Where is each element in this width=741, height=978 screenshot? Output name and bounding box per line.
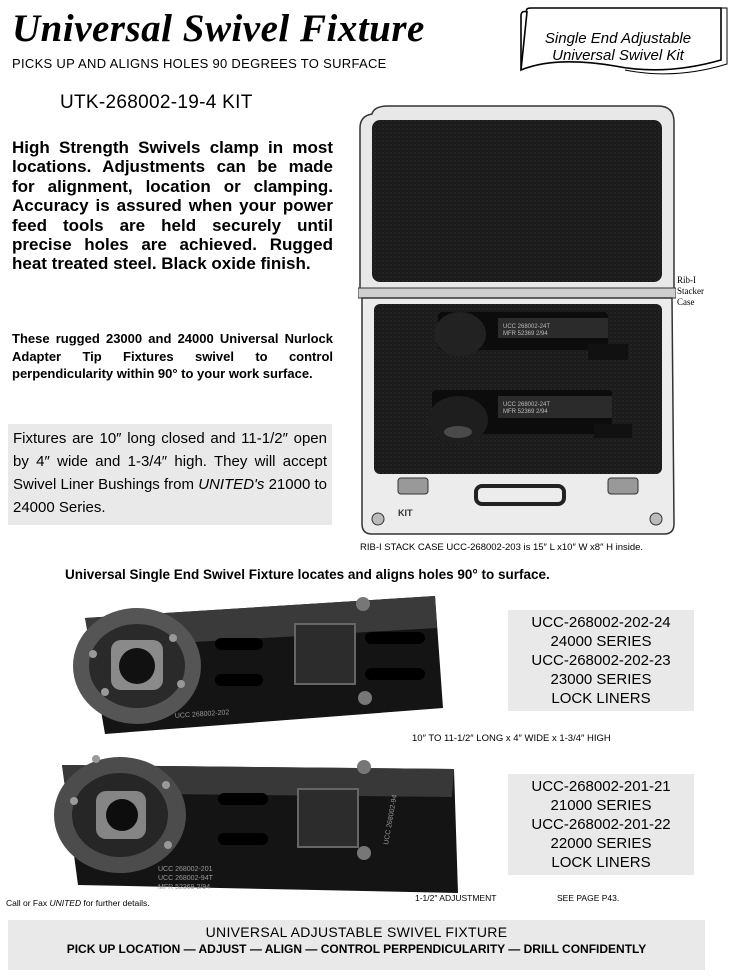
spec-box-21000 bbox=[508, 774, 694, 875]
spec-box-24000 bbox=[508, 610, 694, 711]
svg-text:MFR 52369 2/94: MFR 52369 2/94 bbox=[503, 331, 548, 337]
svg-text:MFR 52369 2/94: MFR 52369 2/94 bbox=[503, 409, 548, 415]
contact-text: Call or Fax bbox=[6, 898, 50, 908]
svg-text:UCC 268002-201: UCC 268002-201 bbox=[158, 866, 213, 873]
adjustment-note: 1-1/2″ ADJUSTMENT bbox=[415, 893, 497, 903]
svg-text:UCC 268002-24T: UCC 268002-24T bbox=[503, 324, 551, 330]
svg-text:MFR 52369 2/94: MFR 52369 2/94 bbox=[158, 884, 211, 891]
kit-banner bbox=[515, 4, 730, 82]
contact-text-end: for further details. bbox=[81, 898, 150, 908]
case-side-label: Rib-I Stacker Case bbox=[677, 275, 704, 307]
intro-paragraph-3 bbox=[8, 424, 332, 525]
page-title: Universal Swivel Fixture bbox=[12, 7, 425, 50]
kit-number: UTK-268002-19-4 KIT bbox=[60, 92, 253, 113]
company-name: UNITED's bbox=[198, 476, 265, 493]
contact-note bbox=[6, 898, 150, 908]
case-caption: RIB-I STACK CASE UCC-268002-203 is 15″ L x10″ W x8″ H inside. bbox=[360, 542, 644, 553]
spec-line: LOCK LINERS bbox=[551, 690, 651, 707]
svg-text:UCC 268002-94T: UCC 268002-94T bbox=[158, 875, 213, 882]
case-lid-label: KIT bbox=[398, 508, 413, 518]
footer-tagline: PICK UP LOCATION — ADJUST — ALIGN — CONTROL PERPENDICULARITY — DRILL CONFIDENTLY bbox=[66, 942, 647, 956]
spec-line: 23000 SERIES bbox=[550, 671, 652, 688]
kit-banner-text: Single End Adjustable Universal Swivel Kit bbox=[544, 30, 692, 64]
contact-company: UNITED bbox=[49, 898, 82, 908]
svg-text:UCC 268002-24T: UCC 268002-24T bbox=[503, 402, 551, 408]
page-subtitle: PICKS UP AND ALIGNS HOLES 90 DEGREES TO SURFACE bbox=[12, 56, 387, 71]
svg-text:UCC 268002-94: UCC 268002-94 bbox=[383, 794, 399, 846]
spec-line: 21000 SERIES bbox=[550, 797, 652, 814]
section-heading: Universal Single End Swivel Fixture locates and aligns holes 90° to surface. bbox=[65, 567, 550, 582]
paragraph3-text: Fixtures are 10″ long closed and 11-1/2″ open by 4″ wide and 1-3/4″ high. They will accept Swivel Liner Bushings from bbox=[13, 430, 327, 493]
see-page-note: SEE PAGE P43. bbox=[557, 893, 620, 903]
dimension-caption: 10″ TO 11-1/2″ LONG x 4″ WIDE x 1-3/4″ HIGH bbox=[412, 733, 611, 744]
intro-paragraph-1: High Strength Swivels clamp in most locations. Adjustments can be made for alignment, location or clamping. Accuracy is assured when your power feed tools are held securely until precise holes are achieved. Rugged heat treated steel. Black oxide finish. bbox=[12, 138, 333, 274]
spec-line: 22000 SERIES bbox=[550, 835, 652, 852]
spec-line: UCC-268002-202-23 bbox=[531, 652, 671, 669]
spec-line: LOCK LINERS bbox=[551, 854, 651, 871]
footer-title: UNIVERSAL ADJUSTABLE SWIVEL FIXTURE bbox=[205, 924, 508, 940]
svg-text:UCC 268002-202: UCC 268002-202 bbox=[174, 709, 230, 720]
spec-line: UCC-268002-201-21 bbox=[531, 778, 671, 795]
fixture-photo-24000 bbox=[65, 588, 445, 736]
intro-paragraph-2: These rugged 23000 and 24000 Universal Nurlock Adapter Tip Fixtures swivel to control perpendicularity within 90° to your work surface. bbox=[12, 331, 333, 382]
stacker-case-photo bbox=[358, 104, 676, 536]
footer-banner bbox=[8, 920, 705, 970]
paragraph3-text-end: 21000 to 24000 Series. bbox=[13, 476, 327, 516]
fixture-photo-21000 bbox=[48, 745, 460, 895]
spec-line: UCC-268002-201-22 bbox=[531, 816, 671, 833]
spec-line: UCC-268002-202-24 bbox=[531, 614, 671, 631]
spec-line: 24000 SERIES bbox=[550, 633, 652, 650]
